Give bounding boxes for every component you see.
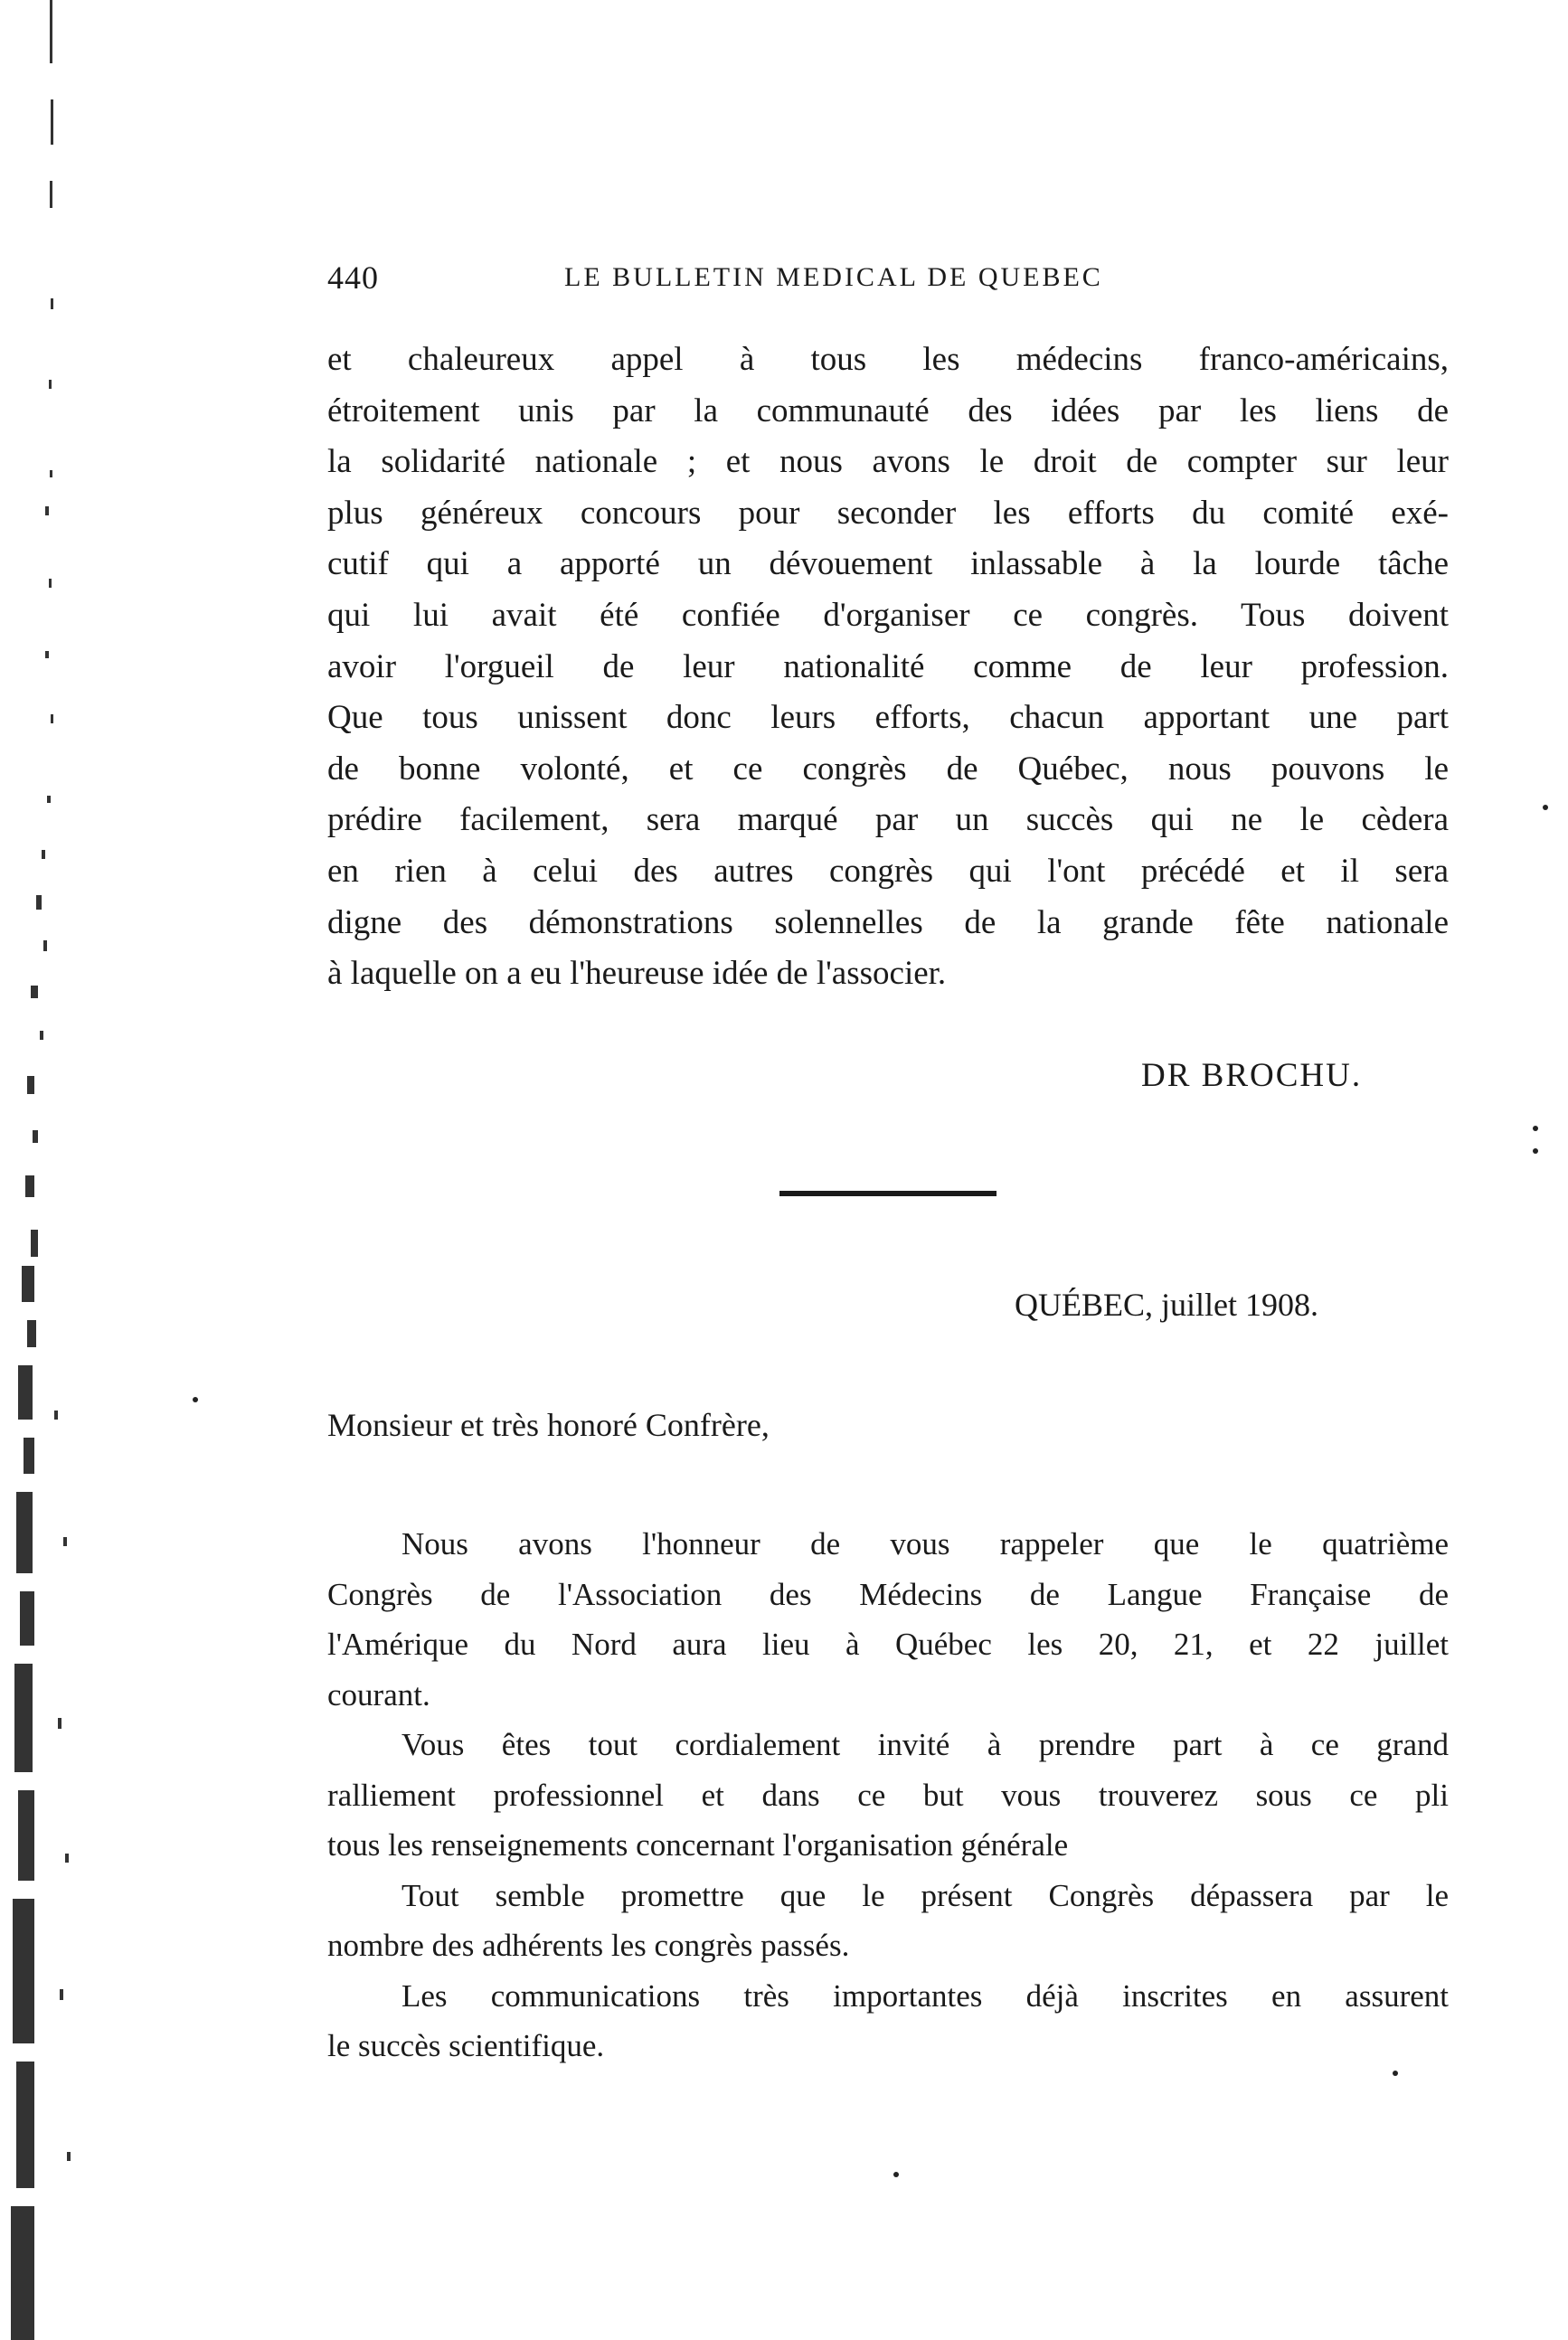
paragraph-line: en rien à celui des autres congrès qui l'ont précédé et il sera [327, 852, 1449, 890]
letter-line: tous les renseignements concernant l'organisation générale [327, 1827, 1069, 1863]
letter-line: courant. [327, 1676, 430, 1713]
running-header [327, 259, 1449, 295]
print-speck [193, 1397, 198, 1402]
letter-body [327, 1519, 1449, 2071]
journal-title: LE BULLETIN MEDICAL DE QUEBEC [564, 262, 1103, 292]
book-page [327, 0, 1449, 2340]
scanned-binding-edge [0, 0, 99, 2340]
letter-line: Les communications très importantes déjà inscrites en assurent [401, 1977, 1449, 2014]
print-speck [1533, 1148, 1538, 1154]
author-signature: DR BROCHU. [1141, 1057, 1363, 1094]
paragraph-line: qui lui avait été confiée d'organiser ce congrès. Tous doivent [327, 596, 1449, 634]
paragraph-line: et chaleureux appel à tous les médecins franco-américains, [327, 341, 1449, 378]
print-speck [1393, 2071, 1398, 2076]
print-speck [1533, 1126, 1538, 1131]
paragraph-line: à laquelle on a eu l'heureuse idée de l'associer. [327, 955, 947, 993]
letter-line: le succès scientifique. [327, 2028, 605, 2063]
letter-line: Vous êtes tout cordialement invité à prendre part à ce grand [401, 1727, 1449, 1762]
paragraph-line: cutif qui a apporté un dévouement inlassable à la lourde tâche [327, 545, 1449, 583]
section-divider [779, 1191, 997, 1196]
print-speck [893, 2172, 899, 2177]
paragraph-line: la solidarité nationale ; et nous avons le droit de compter sur leur [327, 443, 1449, 481]
letter-line: ralliement professionnel et dans ce but vous trouverez sous ce pli [327, 1777, 1449, 1813]
closing-paragraph [327, 335, 1449, 1000]
letter-line: Congrès de l'Association des Médecins de Langue Française de [327, 1576, 1449, 1612]
paragraph-line: plus généreux concours pour seconder les efforts du comité exé- [327, 494, 1449, 532]
letter-salutation: Monsieur et très honoré Confrère, [327, 1407, 770, 1443]
page-number: 440 [327, 259, 379, 296]
paragraph-line: étroitement unis par la communauté des idées par les liens de [327, 392, 1449, 429]
letter-dateline: QUÉBEC, juillet 1908. [1015, 1287, 1318, 1323]
letter-line: Tout semble promettre que le présent Congrès dépassera par le [401, 1877, 1449, 1913]
letter-line: nombre des adhérents les congrès passés. [327, 1928, 850, 1963]
letter-line: l'Amérique du Nord aura lieu à Québec les 20, 21, et 22 juillet [327, 1627, 1449, 1662]
letter-line: Nous avons l'honneur de vous rappeler que le quatrième [401, 1526, 1449, 1562]
paragraph-line: prédire facilement, sera marqué par un succès qui ne le cèdera [327, 801, 1449, 839]
paragraph-line: de bonne volonté, et ce congrès de Québec, nous pouvons le [327, 750, 1449, 788]
paragraph-line: avoir l'orgueil de leur nationalité comme de leur profession. [327, 647, 1449, 685]
paragraph-line: Que tous unissent donc leurs efforts, chacun apportant une part [327, 699, 1449, 737]
paragraph-line: digne des démonstrations solennelles de la grande fête nationale [327, 903, 1449, 941]
print-speck [1543, 805, 1548, 810]
